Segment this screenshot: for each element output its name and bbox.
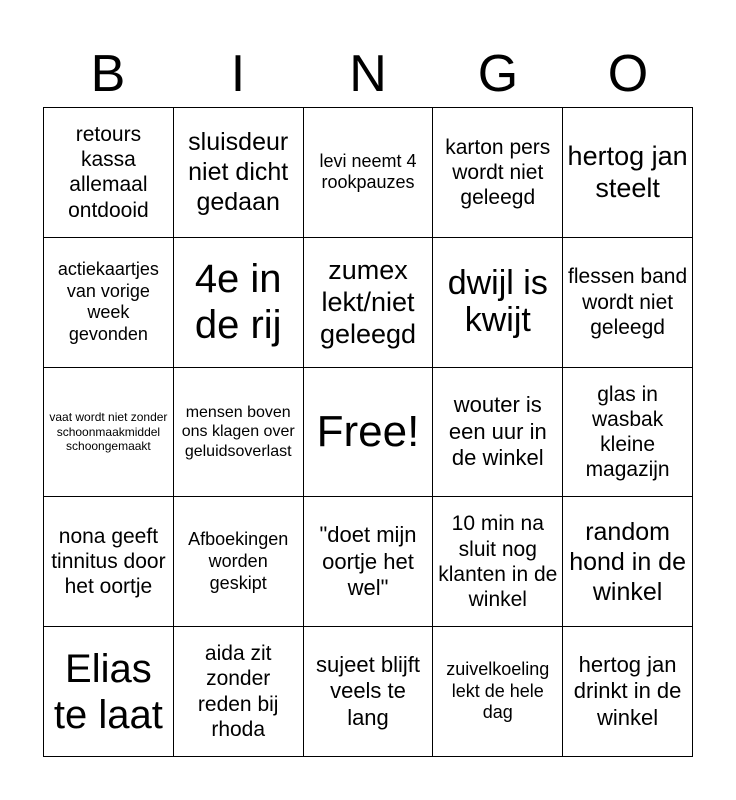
bingo-cell[interactable] <box>563 497 693 627</box>
bingo-cell[interactable] <box>433 238 563 368</box>
bingo-cell[interactable] <box>563 627 693 757</box>
bingo-cell[interactable] <box>433 497 563 627</box>
cell-text: actiekaartjes van vorige week gevonden <box>57 259 159 344</box>
cell-text: aida zit zonder reden bij rhoda <box>197 642 279 741</box>
cell-text: "doet mijn oortje het wel" <box>319 522 417 600</box>
bingo-cell[interactable] <box>174 368 304 498</box>
cell-text: mensen boven ons klagen over geluidsoverlast <box>181 404 295 460</box>
cell-text: 10 min na sluit nog klanten in de winkel <box>438 512 558 611</box>
header-letter-n: N <box>349 45 387 103</box>
cell-text: sluisdeur niet dicht gedaan <box>188 128 289 217</box>
bingo-cell[interactable] <box>433 368 563 498</box>
cell-text: dwijl is kwijt <box>447 263 548 340</box>
bingo-cell[interactable] <box>304 627 434 757</box>
cell-text: vaat wordt niet zonder schoonmaakmiddel schoongemaakt <box>49 410 168 454</box>
cell-text: hertog jan steelt <box>567 141 688 204</box>
cell-text: levi neemt 4 rookpauzes <box>319 150 417 193</box>
header-letter-b: B <box>90 45 126 103</box>
cell-text: random hond in de winkel <box>569 517 686 606</box>
cell-text: Elias te laat <box>53 646 163 737</box>
bingo-cell[interactable] <box>174 108 304 238</box>
bingo-cell[interactable] <box>44 627 174 757</box>
bingo-cell[interactable] <box>44 368 174 498</box>
cell-text: zumex lekt/niet geleegd <box>319 254 417 350</box>
cell-text: zuivelkoeling lekt de hele dag <box>446 659 550 723</box>
bingo-header <box>43 40 693 108</box>
cell-text: wouter is een uur in de winkel <box>448 392 547 471</box>
cell-text: sujeet blijft veels te lang <box>316 652 420 730</box>
cell-text: Afboekingen worden geskipt <box>188 529 289 593</box>
bingo-grid <box>43 107 693 757</box>
bingo-cell[interactable] <box>304 108 434 238</box>
cell-text: nona geeft tinnitus door het oortje <box>51 525 166 599</box>
header-letter-o: O <box>607 45 649 103</box>
bingo-cell[interactable] <box>304 497 434 627</box>
bingo-cell[interactable] <box>44 238 174 368</box>
cell-text: hertog jan drinkt in de winkel <box>573 652 682 730</box>
header-letter-g: G <box>477 45 519 103</box>
bingo-cell[interactable] <box>433 108 563 238</box>
cell-text: glas in wasbak kleine magazijn <box>585 382 670 482</box>
bingo-cell[interactable] <box>44 108 174 238</box>
bingo-cell-free[interactable] <box>304 368 434 498</box>
cell-text: flessen band wordt niet geleegd <box>568 265 688 339</box>
bingo-cell[interactable] <box>174 497 304 627</box>
bingo-cell[interactable] <box>563 368 693 498</box>
cell-text: 4e in de rij <box>194 257 282 348</box>
cell-text: retours kassa allemaal ontdooid <box>68 123 149 222</box>
header-letter-i: I <box>230 45 246 103</box>
bingo-cell[interactable] <box>563 108 693 238</box>
free-space-text: Free! <box>316 406 420 456</box>
bingo-cell[interactable] <box>304 238 434 368</box>
bingo-cell[interactable] <box>174 238 304 368</box>
bingo-cell[interactable] <box>563 238 693 368</box>
bingo-cell[interactable] <box>44 497 174 627</box>
bingo-cell[interactable] <box>433 627 563 757</box>
bingo-cell[interactable] <box>174 627 304 757</box>
cell-text: karton pers wordt niet geleegd <box>445 135 551 209</box>
